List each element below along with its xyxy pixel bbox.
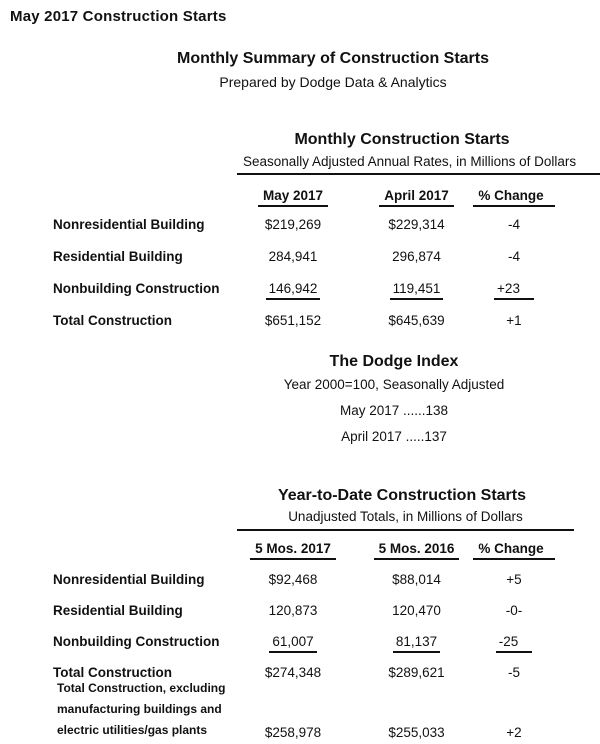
cell-value: 61,007 [269, 634, 316, 653]
value-cell: $258,978 [264, 725, 322, 740]
cell-value: $289,621 [388, 665, 445, 680]
cell-value: -25 [496, 634, 533, 653]
value-cell [464, 281, 564, 300]
table-header-row [0, 541, 600, 572]
dodge-index-subtitle: Year 2000=100, Seasonally Adjusted [283, 377, 505, 392]
value-cell [369, 313, 464, 329]
cell-value: -4 [507, 217, 520, 232]
value-cell [369, 249, 464, 265]
value-cell [369, 634, 464, 653]
monthly-section-subtitle: Seasonally Adjusted Annual Rates, in Millions of Dollars [237, 154, 600, 175]
value-cell [369, 603, 464, 619]
monthly-section-title: Monthly Construction Starts [294, 131, 510, 148]
dodge-index-entry: May 2017 ......138 [339, 403, 449, 418]
column-header-label: 5 Mos. 2017 [250, 541, 336, 560]
value-cell [243, 603, 343, 619]
value-cell [243, 572, 343, 588]
value-cell [243, 249, 343, 265]
cell-value: $229,314 [388, 217, 445, 232]
row-label: Residential Building [53, 603, 183, 618]
ytd-section-subtitle: Unadjusted Totals, in Millions of Dollars [237, 509, 574, 531]
total-excluding-row [0, 678, 600, 741]
dodge-index-section [194, 353, 594, 445]
label-line: manufacturing buildings and [57, 702, 222, 716]
cell-value: $645,639 [388, 313, 445, 328]
value-cell: $255,033 [388, 725, 445, 740]
row-label: Total Construction [53, 665, 172, 680]
value-cell [464, 249, 564, 265]
row-label: Nonresidential Building [53, 217, 205, 232]
cell-value: +23 [494, 281, 534, 300]
col-header-period-1 [243, 541, 343, 560]
row-label: Nonresidential Building [53, 572, 205, 587]
row-label: Nonbuilding Construction [53, 634, 220, 649]
value-cell [243, 217, 343, 233]
table-header-row [0, 188, 600, 217]
row-label: Nonbuilding Construction [53, 281, 220, 296]
ytd-starts-table [0, 541, 600, 696]
value-cell: +2 [506, 725, 522, 740]
cell-value: -0- [505, 603, 523, 618]
table-row [0, 634, 600, 665]
value-cell [464, 217, 564, 233]
col-header-period-2 [369, 188, 464, 207]
table-row [0, 249, 600, 281]
cell-value: 296,874 [392, 249, 441, 264]
cell-value: -4 [507, 249, 520, 264]
cell-value: $274,348 [264, 665, 322, 680]
column-header-label: April 2017 [379, 188, 454, 207]
value-cell [369, 217, 464, 233]
column-header-label: % Change [473, 188, 554, 207]
value-cell [464, 634, 564, 653]
cell-value: 120,470 [392, 603, 441, 618]
cell-value: $651,152 [264, 313, 322, 328]
dodge-index-entries [194, 403, 594, 445]
column-header-label: May 2017 [258, 188, 328, 207]
cell-value: 119,451 [390, 281, 444, 300]
table-row [0, 313, 600, 345]
cell-value: 146,942 [266, 281, 321, 300]
ytd-section-title: Year-to-Date Construction Starts [277, 487, 527, 504]
col-header-change [464, 188, 564, 207]
value-cell [369, 572, 464, 588]
cell-value: 284,941 [268, 249, 318, 264]
cell-value: 120,873 [268, 603, 318, 618]
column-header-label: 5 Mos. 2016 [374, 541, 460, 560]
value-cell [243, 634, 343, 653]
cell-value: $219,269 [264, 217, 322, 232]
table-row [0, 603, 600, 634]
column-header-label: % Change [473, 541, 554, 560]
label-line: Total Construction, excluding [57, 681, 226, 695]
row-label: Residential Building [53, 249, 183, 264]
value-cell [243, 281, 343, 300]
value-cell [243, 313, 343, 329]
cell-value: 81,137 [393, 634, 440, 653]
value-cell [369, 281, 464, 300]
cell-value: $88,014 [392, 572, 441, 587]
cell-value: +1 [506, 313, 522, 328]
dodge-index-entry: April 2017 .....137 [341, 429, 447, 444]
prepared-by-line: Prepared by Dodge Data & Analytics [219, 74, 447, 90]
table-row [0, 572, 600, 603]
cell-value: $92,468 [268, 572, 318, 587]
value-cell [464, 603, 564, 619]
monthly-starts-table [0, 188, 600, 345]
dodge-index-title: The Dodge Index [329, 353, 459, 370]
label-line: electric utilities/gas plants [57, 723, 208, 737]
col-header-period-2 [369, 541, 464, 560]
col-header-period-1 [243, 188, 343, 207]
table-row [0, 217, 600, 249]
row-label-multiline [57, 678, 243, 741]
cell-value: +5 [506, 572, 522, 587]
cell-value: -5 [507, 665, 520, 680]
value-cell [464, 572, 564, 588]
value-cell [464, 313, 564, 329]
row-label: Total Construction [53, 313, 172, 328]
table-row [0, 281, 600, 313]
document-title: May 2017 Construction Starts [10, 8, 227, 25]
col-header-change [464, 541, 564, 560]
summary-heading: Monthly Summary of Construction Starts [176, 50, 490, 67]
